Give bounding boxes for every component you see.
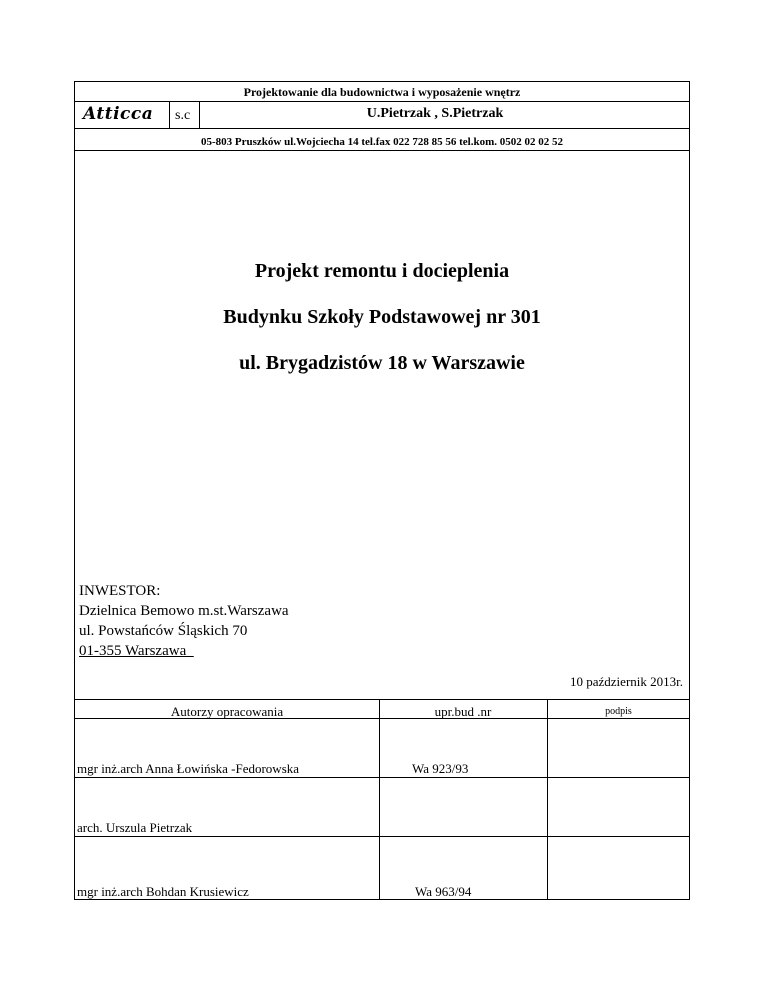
company-form: s.c	[175, 108, 191, 123]
investor-name: Dzielnica Bemowo m.st.Warszawa	[79, 603, 289, 619]
table-column-divider	[547, 699, 548, 900]
table-column-divider	[379, 699, 380, 900]
header-divider	[75, 128, 689, 129]
table-header-license: upr.bud .nr	[434, 704, 492, 719]
header-divider	[75, 101, 689, 102]
project-title-line-3: ul. Brygadzistów 18 w Warszawie	[239, 352, 525, 374]
investor-city: 01-355 Warszawa	[79, 643, 194, 659]
table-top-border	[75, 699, 689, 700]
document-date: 10 październik 2013r.	[570, 674, 683, 689]
logo-divider	[169, 101, 170, 128]
author-name: mgr inż.arch Anna Łowińska -Fedorowska	[77, 761, 300, 776]
investor-street: ul. Powstańców Śląskich 70	[79, 623, 248, 639]
table-row-border	[75, 836, 689, 837]
header-divider	[75, 150, 689, 151]
logo-divider	[199, 101, 200, 128]
author-license: Wa 963/94	[412, 884, 472, 899]
company-address: 05-803 Pruszków ul.Wojciecha 14 tel.fax 022 728 85 56 tel.kom. 0502 02 02 52	[200, 136, 564, 148]
table-header-signature: podpis	[605, 706, 632, 717]
company-logo: Atticca	[83, 104, 154, 124]
company-description: Projektowanie dla budownictwa i wyposażenie wnętrz	[243, 85, 521, 99]
table-header-authors: Autorzy opracowania	[170, 704, 284, 719]
project-title-line-2: Budynku Szkoły Podstawowej nr 301	[223, 306, 541, 328]
company-owners: U.Pietrzak , S.Pietrzak	[366, 106, 504, 121]
author-name: mgr inż.arch Bohdan Krusiewicz	[77, 884, 249, 899]
author-license: Wa 923/93	[412, 761, 469, 776]
table-row-border	[75, 777, 689, 778]
project-title-line-1: Projekt remontu i docieplenia	[254, 260, 510, 282]
author-name: arch. Urszula Pietrzak	[77, 820, 193, 835]
title-page-frame	[74, 81, 690, 900]
investor-label: INWESTOR:	[79, 583, 161, 599]
